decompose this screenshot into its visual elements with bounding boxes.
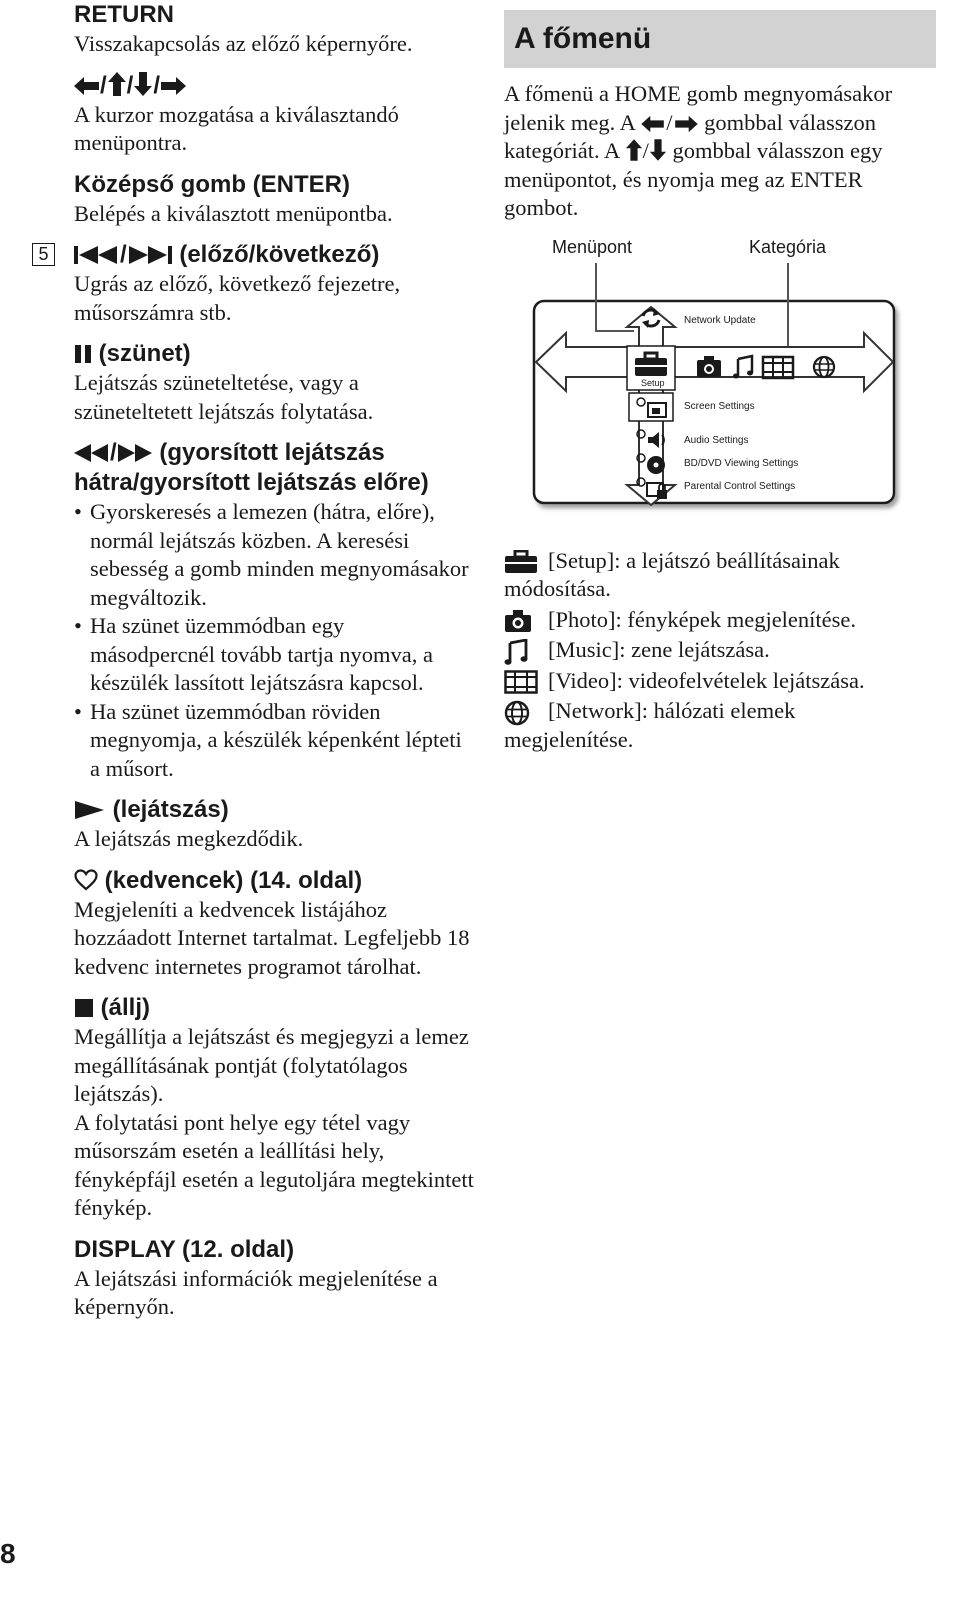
prev-next-label: (előző/következő) (179, 241, 380, 268)
next-icon (127, 245, 173, 265)
left-column (38, 0, 474, 1334)
heart-icon (74, 869, 98, 891)
play-description: A lejátszás megkezdődik. (74, 826, 304, 851)
favorites-heading (74, 866, 474, 896)
category-text: [Photo]: fényképek megjelenítése. (548, 606, 857, 632)
setup-caption: Setup (641, 377, 665, 388)
category-text: [Network]: hálózati elemek (548, 698, 796, 723)
stop-description: Megállítja a lejátszást és megjegyzi a lemez megállításának pontját (folytatólagos lejátszás). (74, 1024, 469, 1106)
intro-text: A főmenü a HOME gomb megnyomásakor jelenik meg. A (504, 81, 893, 135)
enter-description: Belépés a kiválasztott menüpontba. (74, 200, 393, 226)
stop-heading (74, 993, 474, 1023)
intro-separator: / (642, 138, 649, 163)
play-heading (74, 795, 474, 825)
display-description: A lejátszási információk megjelenítése a képernyőn. (74, 1265, 438, 1319)
category-setup (504, 547, 936, 576)
left-arrow-icon (74, 76, 100, 96)
intro-text: gombbal válasszon kategóriát. A (504, 109, 876, 163)
scan-bullet: • Ha szünet üzemmódban röviden megnyomja, a készülék képenként lépteti a műsort. (74, 698, 474, 784)
arrow-separator: / (153, 71, 161, 99)
down-arrow-icon (649, 139, 667, 161)
favorites-label: (kedvencek) (14. oldal) (104, 866, 363, 894)
pause-label: (szünet) (98, 340, 191, 367)
prev-next-separator: / (120, 241, 127, 268)
category-text: [Setup]: a lejátszó beállításainak (548, 547, 840, 573)
category-music (504, 636, 936, 665)
right-arrow-icon (160, 76, 186, 96)
rewind-icon (74, 443, 110, 463)
prev-next-description: Ugrás az előző, következő fejezetre, műsorszámra stb. (74, 271, 401, 325)
pause-icon (74, 344, 92, 364)
arrow-keys-description: A kurzor mozgatása a kiválasztandó menüpontra. (74, 101, 399, 155)
display-heading: DISPLAY (12. oldal) (74, 1235, 295, 1263)
section-title: A főmenü (514, 22, 652, 55)
intro-separator: / (666, 109, 673, 135)
category-network (504, 697, 936, 726)
up-arrow-icon (107, 72, 127, 96)
return-heading: RETURN (74, 1, 174, 28)
arrow-keys-heading (74, 71, 474, 101)
down-arrow-icon (133, 72, 153, 96)
play-label: (lejátszás) (112, 796, 229, 823)
fast-forward-icon (117, 443, 153, 463)
scan-bullet: • Gyorskeresés a lemezen (hátra, előre), normál lejátszás közben. A keresési sebesség a gomb minden megnyomásakor megváltozik. (74, 498, 474, 612)
home-menu-intro (504, 80, 936, 223)
scan-separator: / (110, 439, 117, 466)
settings-item: Screen Settings (684, 400, 755, 412)
scan-bullet: • Ha szünet üzemmódban egy másodpercnél tovább tartja nyomva, a készülék lassított lejátszásra kapcsol. (74, 612, 474, 698)
right-column (504, 10, 936, 754)
category-video (504, 667, 936, 696)
intro-text: gombbal válasszon egy menüpontot, és nyomja meg az ENTER gombot. (504, 138, 883, 220)
settings-item: Parental Control Settings (684, 480, 796, 492)
previous-icon (74, 245, 120, 265)
arrow-separator: / (126, 71, 134, 99)
play-icon (74, 800, 106, 820)
pause-description: Lejátszás szüneteltetése, vagy a szüneteltetett lejátszás folytatása. (74, 370, 374, 424)
film-strip-icon (504, 670, 538, 694)
category-network-continued: megjelenítése. (504, 726, 634, 752)
left-arrow-icon (640, 115, 666, 133)
category-list (504, 547, 936, 755)
network-update-label: Network Update (684, 314, 756, 326)
kategoria-label: Kategória (749, 236, 827, 257)
page-number: 8 (0, 1538, 16, 1569)
settings-item: BD/DVD Viewing Settings (684, 457, 799, 469)
music-note-icon (504, 639, 530, 665)
stop-description: A folytatási pont helye egy tétel vagy műsorszám esetén a leállítási hely, fényképfájl esetén a legutoljára megtekintett fénykép. (74, 1109, 474, 1220)
scan-label: (gyorsított lejátszás hátra/gyorsított lejátszás előre) (74, 439, 429, 496)
scan-heading (74, 438, 474, 498)
favorites-description: Megjeleníti a kedvencek listájához hozzáadott Internet tartalmat. Legfeljebb 18 kedvenc internetes programot tárolhat. (74, 896, 470, 979)
category-setup-continued: módosítása. (504, 576, 611, 601)
settings-item: Audio Settings (684, 434, 749, 446)
section-banner (504, 10, 936, 68)
right-arrow-icon (673, 115, 699, 133)
camera-icon (504, 609, 532, 633)
arrow-separator: / (100, 71, 107, 99)
menupont-label: Menüpont (552, 236, 633, 257)
prev-next-heading (38, 240, 474, 270)
up-arrow-icon (625, 139, 643, 161)
category-text: [Video]: videofelvételek lejátszása. (548, 667, 865, 693)
home-menu-diagram (504, 231, 936, 521)
item-number-badge: 5 (32, 243, 55, 266)
stop-icon (74, 998, 94, 1018)
category-photo (504, 606, 936, 635)
return-description: Visszakapcsolás az előző képernyőre. (74, 31, 413, 56)
pause-heading (74, 339, 474, 369)
globe-icon (504, 700, 530, 726)
enter-heading: Középső gomb (ENTER) (74, 170, 350, 198)
toolbox-icon (504, 550, 538, 574)
category-text: [Music]: zene lejátszása. (548, 637, 770, 662)
stop-label: (állj) (100, 994, 151, 1021)
